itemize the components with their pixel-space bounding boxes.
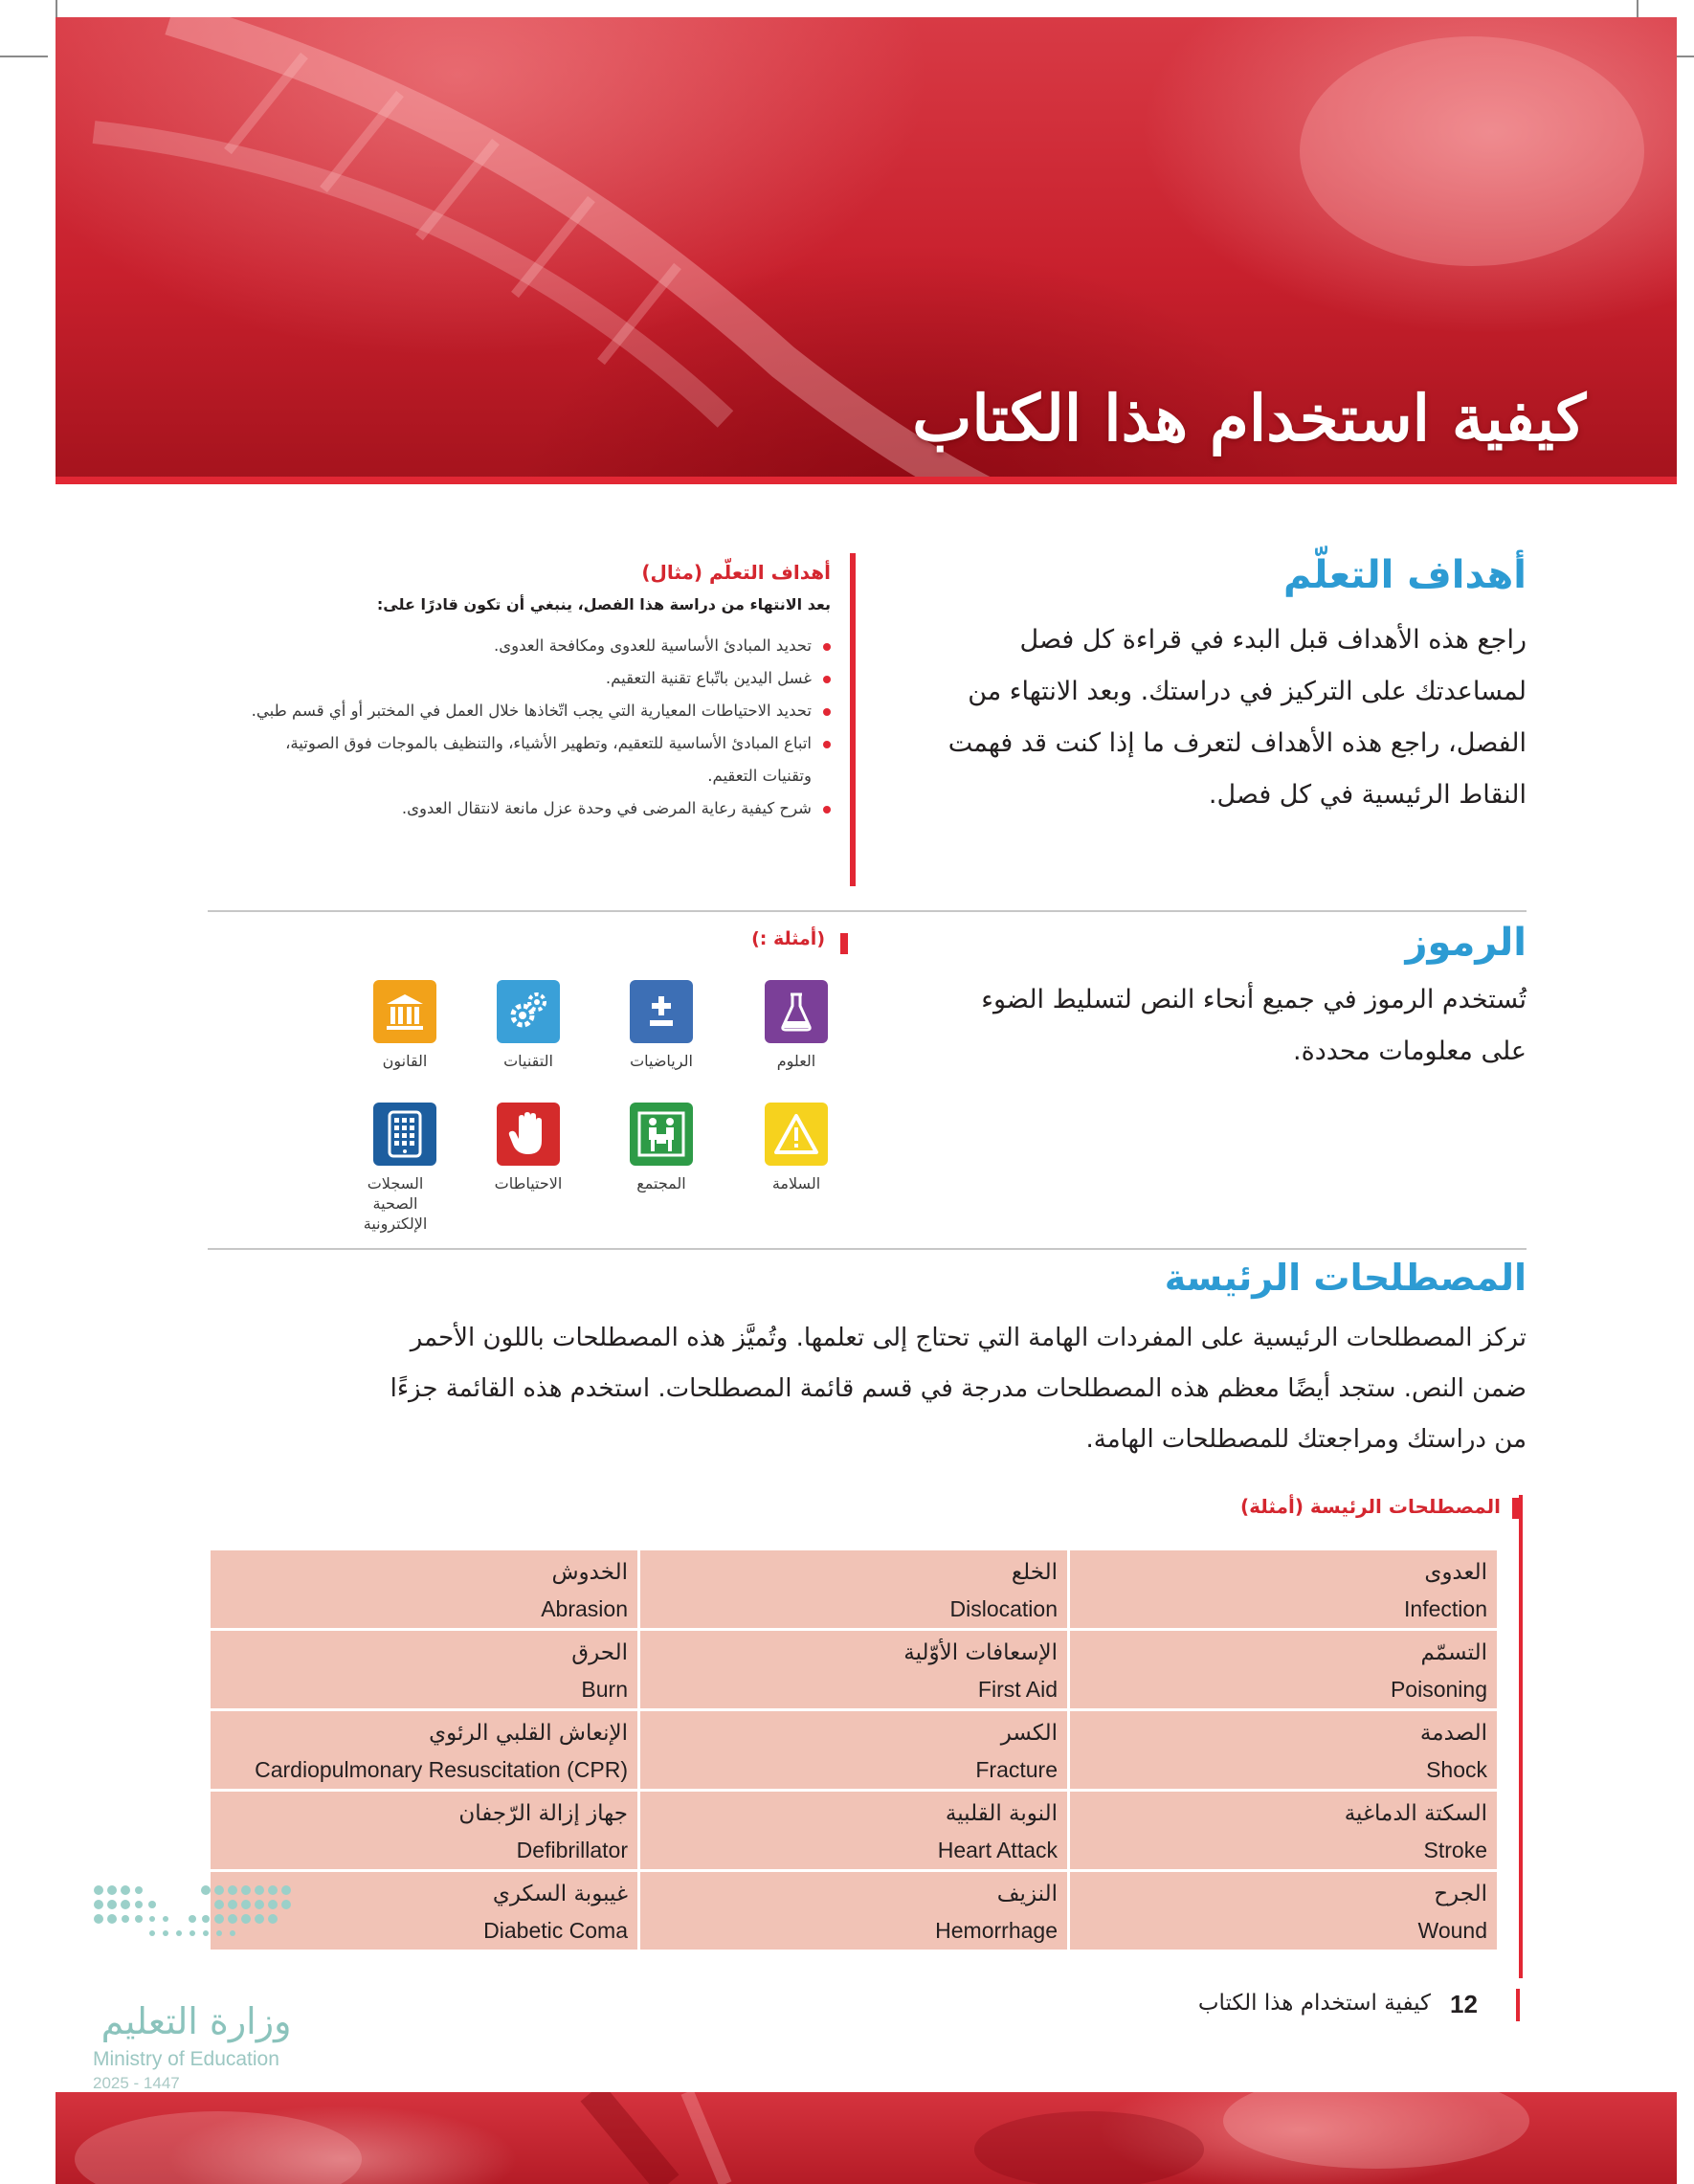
objectives-line: راجع هذه الأهداف قبل البدء في قراءة كل فصل [1019,625,1527,655]
footer-banner [56,2092,1677,2184]
list-item: غسل اليدين باتّباع تقنية التعقيم. [239,662,833,695]
banner-divider [56,477,1677,484]
symbol-label: القانون [382,1052,428,1070]
footer-page-title: كيفية استخدام هذا الكتاب [1197,1991,1431,2016]
objectives-body [876,614,1527,821]
term-en: Poisoning [1390,1677,1487,1702]
page-number-separator [1516,1989,1520,2021]
key-terms-line: من دراستك ومراجعتك للمصطلحات الهامة. [1085,1425,1527,1454]
symbol-label: السجلات الصحية الإلكترونية [363,1174,428,1233]
term-ar: الكسر [1000,1721,1058,1746]
ministry-name-ar: وزارة التعليم [100,2000,292,2042]
symbols-body [876,974,1527,1078]
term-ar: الخلع [1011,1560,1058,1585]
table-row [211,1631,1497,1708]
symbol-label: التقنيات [503,1052,553,1070]
objectives-example-list [239,630,833,825]
flask-icon [765,980,828,1043]
term-ar: الإنعاش القلبي الرئوي [429,1721,628,1746]
symbol-ehr [363,1103,443,1234]
symbol-law [373,980,462,1072]
table-cell [211,1792,637,1869]
term-ar: الخدوش [551,1560,628,1585]
term-en: Cardiopulmonary Resuscitation (CPR) [255,1757,628,1782]
table-row [211,1550,1497,1628]
term-en: Dislocation [949,1596,1058,1621]
table-cell [211,1550,637,1628]
objectives-example-box [222,553,856,886]
term-ar: غيبوبة السكري [492,1882,628,1906]
term-en: First Aid [977,1677,1058,1702]
term-ar: الصدمة [1419,1721,1487,1746]
term-ar: السكتة الدماغية [1344,1801,1487,1826]
edition-year: 2025 - 1447 [93,2074,180,2092]
hand-stop-icon [497,1103,560,1166]
term-ar: النزيف [996,1882,1058,1906]
term-ar: جهاز إزالة الرّجفان [458,1801,628,1826]
symbols-line: على معلومات محددة. [1292,1036,1527,1066]
objectives-example-title: أهداف التعلّم (مثال) [641,561,831,584]
table-cell [211,1631,637,1708]
key-terms-table [208,1548,1500,1952]
term-en: Infection [1404,1596,1487,1621]
table-cell [1070,1550,1497,1628]
table-cell [211,1711,637,1789]
term-ar: الحرق [571,1640,628,1665]
objectives-line: الفصل، راجع هذه الأهداف لتعرف ما إذا كنت قد فهمت [947,728,1527,758]
key-terms-body [196,1313,1527,1465]
table-cell [1070,1872,1497,1950]
symbols-line: تُستخدم الرموز في جميع أنحاء النص لتسليط الضوء [981,985,1527,1014]
table-cell [640,1631,1067,1708]
objectives-example-intro: بعد الانتهاء من دراسة هذا الفصل، ينبغي أن تكون قادرًا على: [376,595,831,613]
term-en: Defibrillator [516,1838,628,1862]
table-cell [1070,1792,1497,1869]
table-row [211,1792,1497,1869]
table-row [211,1872,1497,1950]
bullet-icon [823,806,831,813]
symbol-label: السلامة [771,1174,821,1192]
term-en: Hemorrhage [935,1918,1058,1943]
list-item: اتباع المبادئ الأساسية للتعقيم، وتطهير الأشياء، والتنظيف بالموجات فوق الصوتية، وتقنيات التعقيم. [239,727,833,792]
table-cell [640,1872,1067,1950]
bullet-icon [823,741,831,748]
plus-minus-icon [630,980,693,1043]
bullet-icon [823,708,831,716]
page-title: كيفية استخدام هذا الكتاب [912,381,1586,456]
bullet-icon [823,676,831,683]
crop-mark [0,56,48,57]
term-ar: النوبة القلبية [945,1801,1058,1826]
term-en: Heart Attack [937,1838,1058,1862]
term-en: Diabetic Coma [483,1918,628,1943]
bullet-icon [823,643,831,651]
section-divider [208,1248,1527,1250]
key-terms-line: تركز المصطلحات الرئيسية على المفردات الهامة التي تحتاج إلى تعلمها. وتُميَّز هذه المصطلحات باللون الأحمر [410,1324,1527,1352]
header-banner [56,17,1677,482]
objectives-line: لمساعدتك على التركيز في دراستك. وبعد الانتهاء من [968,677,1527,706]
ministry-name-en: Ministry of Education [93,2048,279,2070]
symbol-label: العلوم [776,1052,816,1070]
symbol-science [765,980,854,1072]
term-en: Abrasion [541,1596,628,1621]
list-item: تحديد الاحتياطات المعيارية التي يجب اتّخاذها خلال العمل في المختبر أو أي قسم طبي. [239,695,833,727]
term-ar: الإسعافات الأوّلية [903,1640,1058,1665]
courthouse-icon [373,980,436,1043]
symbol-community [630,1103,719,1194]
table-row [211,1711,1497,1789]
warning-icon [765,1103,828,1166]
term-ar: العدوى [1424,1560,1487,1585]
terms-marker [1512,1498,1523,1519]
table-cell [1070,1631,1497,1708]
list-item: شرح كيفية رعاية المرضى في وحدة عزل مانعة لانتقال العدوى. [239,792,833,825]
key-terms-examples-title: المصطلحات الرئيسة (أمثلة) [1239,1495,1501,1518]
symbol-precautions [494,1103,586,1194]
people-icon [630,1103,693,1166]
term-en: Fracture [975,1757,1058,1782]
table-cell [640,1550,1067,1628]
terms-marker-line [1519,1495,1523,1978]
page-number: 12 [1450,1990,1478,2018]
key-terms-heading: المصطلحات الرئيسة [1164,1257,1527,1299]
table-cell [1070,1711,1497,1789]
term-en: Stroke [1423,1838,1487,1862]
symbol-label: الاحتياطات [494,1174,563,1192]
symbols-heading: الرموز [1405,921,1527,965]
symbol-safety [765,1103,854,1194]
section-divider [208,910,1527,912]
ministry-logo-dots [91,1881,301,1986]
symbol-label: الرياضيات [630,1052,693,1070]
table-cell [640,1711,1067,1789]
term-ar: الجرح [1434,1882,1487,1906]
list-item: تحديد المبادئ الأساسية للعدوى ومكافحة العدوى. [239,630,833,662]
objectives-line: النقاط الرئيسية في كل فصل. [1208,780,1527,810]
key-terms-line: ضمن النص. ستجد أيضًا معظم هذه المصطلحات مدرجة في قسم قائمة المصطلحات. استخدم هذه القائمة جزءًا [390,1374,1527,1403]
symbol-math [630,980,719,1072]
symbol-label: المجتمع [636,1174,686,1192]
blood-cells-graphic [56,2092,1677,2184]
table-cell [640,1792,1067,1869]
examples-marker [840,933,848,954]
term-en: Wound [1417,1918,1487,1943]
gears-icon [497,980,560,1043]
objectives-heading: أهداف التعلّم [1283,553,1527,597]
tablet-icon [373,1103,436,1166]
term-en: Shock [1426,1757,1487,1782]
term-ar: التسمّم [1420,1640,1487,1665]
term-en: Burn [581,1677,628,1702]
symbols-examples-label: (أمثلة :) [751,928,825,949]
symbol-technology [497,980,586,1072]
